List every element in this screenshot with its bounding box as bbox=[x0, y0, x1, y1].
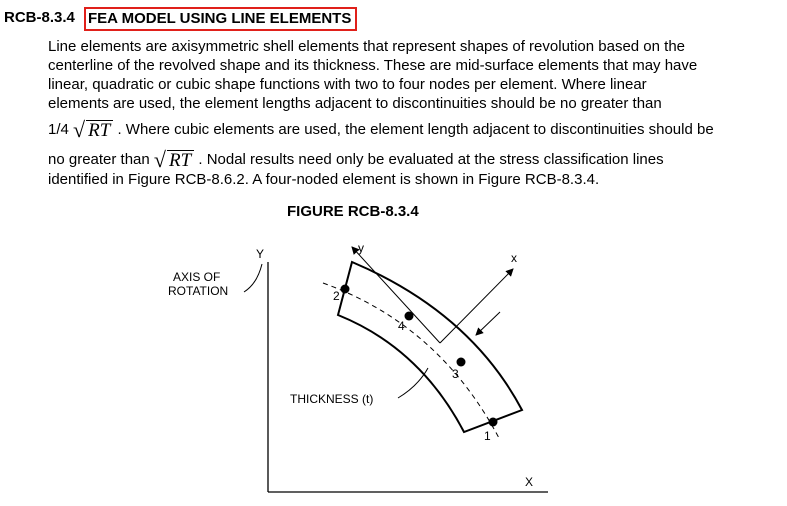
paragraph-line-4: elements are used, the element lengths adjacent to discontinuities should be no greater than bbox=[48, 95, 662, 112]
node-4 bbox=[405, 312, 414, 321]
axis-of-rotation-leader bbox=[244, 264, 262, 292]
paragraph-line-6-text: . Nodal results need only be evaluated at the stress classification lines bbox=[198, 151, 664, 168]
node-4-label: 4 bbox=[398, 319, 405, 333]
paragraph-line-5-text: . Where cubic elements are used, the element length adjacent to discontinuities should be bbox=[117, 121, 714, 138]
local-x-axis bbox=[440, 269, 513, 343]
y-axis-label: Y bbox=[256, 247, 265, 261]
radicand-rt: RT bbox=[86, 120, 113, 141]
node-3 bbox=[457, 358, 466, 367]
axis-of-rotation-label-1: AXIS OF bbox=[173, 270, 221, 284]
thickness-arrow bbox=[476, 312, 500, 335]
node-2 bbox=[341, 285, 350, 294]
section-title: FEA MODEL USING LINE ELEMENTS bbox=[84, 7, 357, 31]
paragraph-line-7: identified in Figure RCB-8.6.2. A four-noded element is shown in Figure RCB-8.3.4. bbox=[48, 171, 600, 188]
paragraph-line-1: Line elements are axisymmetric shell elements that represent shapes of revolution based on the bbox=[48, 38, 686, 55]
paragraph-line-6-lead: no greater than bbox=[48, 151, 150, 168]
axis-of-rotation-label-2: ROTATION bbox=[168, 284, 229, 298]
section-number: RCB-8.3.4 bbox=[4, 9, 75, 26]
paragraph-line-2: centerline of the revolved shape and its thickness. These are mid-surface elements that may have bbox=[48, 57, 698, 74]
paragraph-line-3: linear, quadratic or cubic shape functions with two to four nodes per element. Where linear bbox=[48, 76, 647, 93]
x-axis-label: X bbox=[525, 475, 534, 489]
node-3-label: 3 bbox=[452, 367, 459, 381]
node-2-label: 2 bbox=[333, 289, 340, 303]
radical-symbol: √ bbox=[73, 117, 86, 142]
figure-title: FIGURE RCB-8.3.4 bbox=[287, 203, 419, 220]
radical-symbol-2: √ bbox=[153, 147, 166, 172]
node-1-label: 1 bbox=[484, 429, 491, 443]
thickness-label: THICKNESS (t) bbox=[290, 392, 374, 406]
local-x-label: x bbox=[511, 251, 517, 265]
fraction-text: 1/4 bbox=[48, 121, 69, 138]
node-1 bbox=[489, 418, 498, 427]
radicand-rt-2: RT bbox=[167, 150, 194, 171]
local-y-label: y bbox=[358, 241, 364, 255]
